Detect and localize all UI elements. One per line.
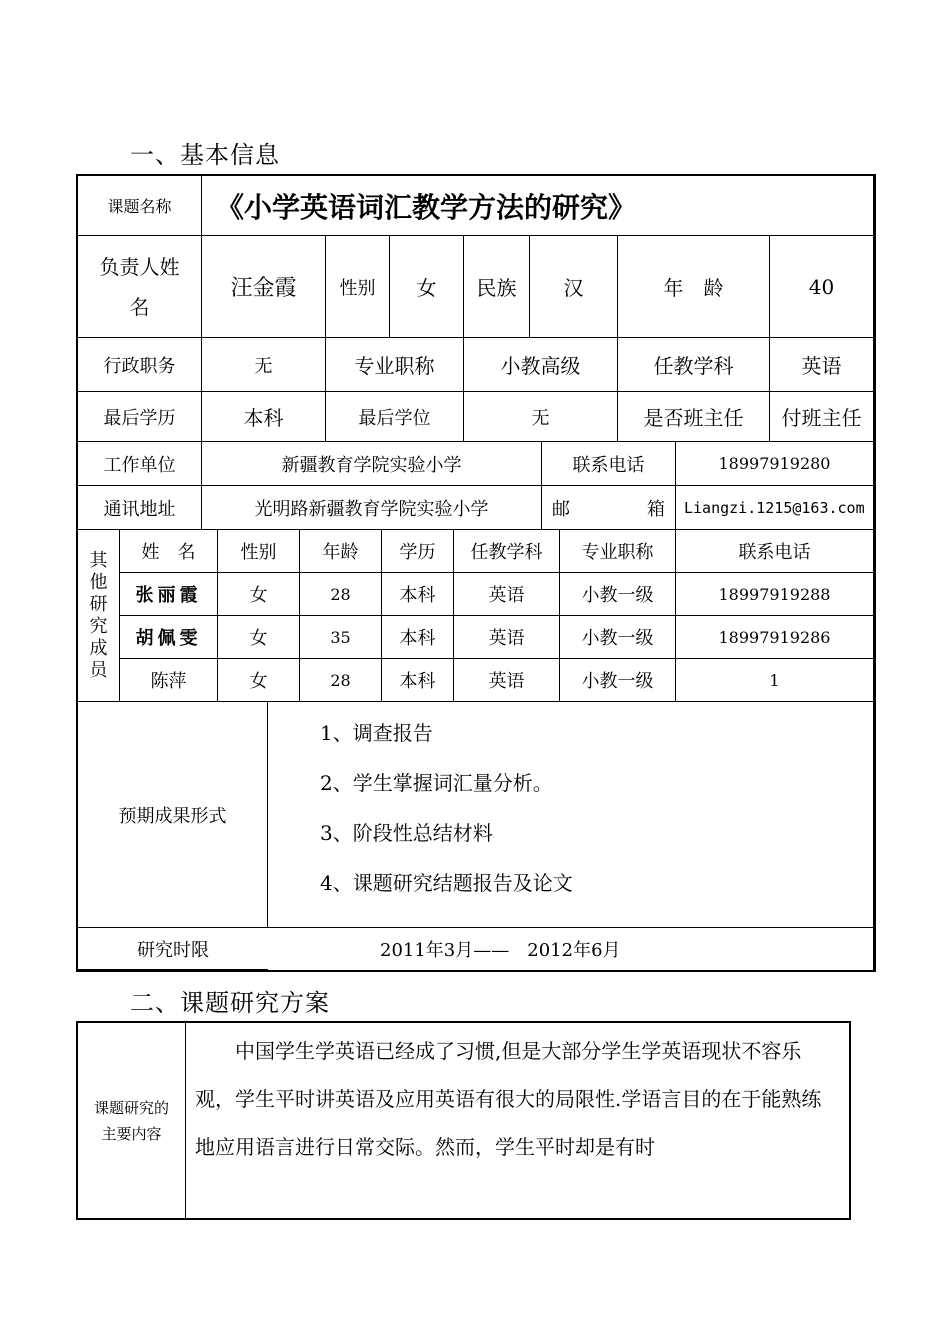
members-header-phone: 联系电话: [676, 530, 874, 573]
member-education: 本科: [382, 616, 454, 659]
address-label: 通讯地址: [78, 486, 202, 530]
period-value: 2011年3月—— 2012年6月: [268, 928, 874, 970]
topic-title: 《小学英语词汇教学方法的研究》: [202, 176, 874, 236]
education-label: 最后学历: [78, 392, 202, 442]
member-title: 小教一级: [560, 659, 676, 702]
member-subject: 英语: [454, 616, 560, 659]
outcome-item: 3、阶段性总结材料: [320, 821, 493, 845]
member-gender: 女: [218, 573, 300, 616]
phone-value: 18997919280: [676, 442, 874, 486]
members-header-name: 姓 名: [120, 530, 218, 573]
member-phone: 1: [676, 659, 874, 702]
prof-title-value: 小教高级: [464, 338, 618, 392]
email-label: 邮 箱: [542, 486, 676, 530]
member-phone: 18997919286: [676, 616, 874, 659]
member-age: 35: [300, 616, 382, 659]
members-header-gender: 性别: [218, 530, 300, 573]
ethnicity-value: 汉: [530, 236, 618, 338]
work-unit-value: 新疆教育学院实验小学: [202, 442, 542, 486]
member-phone: 18997919288: [676, 573, 874, 616]
ethnicity-label: 民族: [464, 236, 530, 338]
work-unit-label: 工作单位: [78, 442, 202, 486]
member-name: 张丽霞: [120, 573, 218, 616]
member-age: 28: [300, 573, 382, 616]
leader-name-label: 负责人姓 名: [78, 236, 202, 338]
main-content-text: 中国学生学英语已经成了习惯,但是大部分学生学英语现状不容乐观，学生平时讲英语及应用英语有很大的局限性.学语言目的在于能熟练地应用语言进行日常交际。然而，学生平时却是有时: [195, 1039, 822, 1159]
section-heading-basic-info: 一、基本信息: [130, 141, 280, 169]
member-subject: 英语: [454, 573, 560, 616]
gender-value: 女: [390, 236, 464, 338]
period-label: 研究时限: [78, 928, 268, 970]
member-age: 28: [300, 659, 382, 702]
class-teacher-label: 是否班主任: [618, 392, 770, 442]
outcome-item: 1、调查报告: [320, 721, 433, 745]
topic-name-label: 课题名称: [78, 176, 202, 236]
member-subject: 英语: [454, 659, 560, 702]
education-value: 本科: [202, 392, 326, 442]
outcome-label: 预期成果形式: [78, 702, 268, 928]
member-education: 本科: [382, 573, 454, 616]
section-heading-research-plan: 二、课题研究方案: [130, 989, 330, 1017]
members-header-title: 专业职称: [560, 530, 676, 573]
other-members-label: 其 他 研 究 成 员: [78, 530, 120, 702]
leader-name: 汪金霞: [202, 236, 326, 338]
members-header-subject: 任教学科: [454, 530, 560, 573]
degree-label: 最后学位: [326, 392, 464, 442]
gender-label: 性别: [326, 236, 390, 338]
subject-value: 英语: [770, 338, 874, 392]
age-value: 40: [770, 236, 874, 338]
class-teacher-value: 付班主任: [770, 392, 874, 442]
admin-post-value: 无: [202, 338, 326, 392]
outcome-item: 2、学生掌握词汇量分析。: [320, 771, 553, 795]
main-content-label: 课题研究的 主要内容: [78, 1023, 186, 1218]
prof-title-label: 专业职称: [326, 338, 464, 392]
member-education: 本科: [382, 659, 454, 702]
subject-label: 任教学科: [618, 338, 770, 392]
degree-value: 无: [464, 392, 618, 442]
outcome-item: 4、课题研究结题报告及论文: [320, 871, 573, 895]
member-name: 陈萍: [120, 659, 218, 702]
member-gender: 女: [218, 616, 300, 659]
member-gender: 女: [218, 659, 300, 702]
member-name: 胡佩雯: [120, 616, 218, 659]
phone-label: 联系电话: [542, 442, 676, 486]
admin-post-label: 行政职务: [78, 338, 202, 392]
member-title: 小教一级: [560, 616, 676, 659]
email-value: Liangzi.1215@163.com: [676, 486, 874, 530]
age-label: 年 龄: [618, 236, 770, 338]
address-value: 光明路新疆教育学院实验小学: [202, 486, 542, 530]
members-header-education: 学历: [382, 530, 454, 573]
member-title: 小教一级: [560, 573, 676, 616]
members-header-age: 年龄: [300, 530, 382, 573]
